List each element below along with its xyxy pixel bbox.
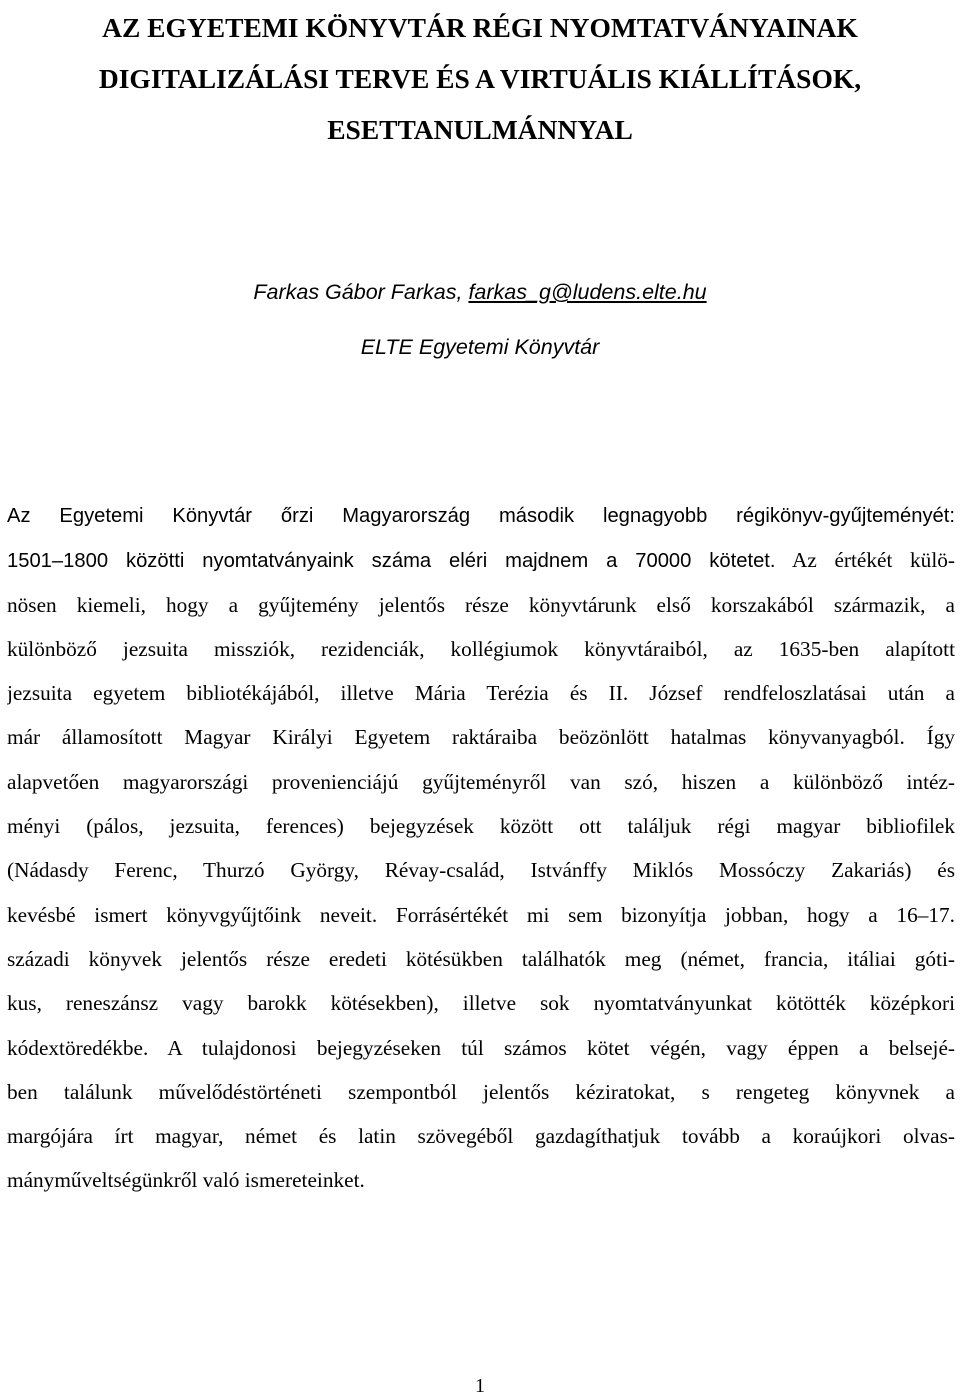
body-line-4: különböző jezsuita missziók, rezidenciák, kollégiumok könyvtáraiból, az 1635-ben alapított: [7, 636, 955, 661]
body-line-14: ben találunk művelődéstörténeti szempontból jelentős kéziratokat, s rengeteg könyvnek a: [7, 1079, 955, 1104]
body-line-11: századi könyvek jelentős része eredeti kötésükben találhatók meg (német, francia, itáliai góti-: [7, 946, 955, 971]
author-email-link[interactable]: farkas_g@ludens.elte.hu: [468, 280, 707, 304]
body-line-12: kus, reneszánsz vagy barokk kötésekben), illetve sok nyomtatványunkat kötötték középkori: [7, 991, 955, 1016]
author-name: Farkas Gábor Farkas,: [253, 280, 463, 304]
author-line: [0, 278, 960, 306]
body-line-13: kódextöredékbe. A tulajdonosi bejegyzéseken túl számos kötet végén, vagy éppen a belsejé-: [7, 1035, 955, 1060]
body-line-15: margójára írt magyar, német és latin szövegéből gazdagíthatjuk tovább a koraújkori olvas-: [7, 1124, 955, 1149]
page-number: 1: [475, 1375, 485, 1397]
body-line-9: (Nádasdy Ferenc, Thurzó György, Révay-család, Istvánffy Miklós Mossóczy Zakariás) és: [7, 858, 955, 883]
body-line-2: [7, 542, 955, 586]
body-line-2-serif: Az értékét külö-: [775, 548, 955, 573]
body-paragraph: [7, 498, 955, 1207]
document-title: [40, 2, 920, 155]
body-line-1: Az Egyetemi Könyvtár őrzi Magyarország második legnagyobb régikönyv-gyűjteményét:: [7, 505, 955, 527]
body-line-7: alapvetően magyarországi provenienciájú gyűjteményről van szó, hiszen a különböző intéz-: [7, 769, 955, 794]
body-line-8: ményi (pálos, jezsuita, ferences) bejegyzések között ott találjuk régi magyar bibliofilek: [7, 814, 955, 839]
body-line-16: mányműveltségünkről való ismereteinket.: [7, 1168, 365, 1193]
body-line-10: kevésbé ismert könyvgyűjtőink neveit. Forrásértékét mi sem bizonyítja jobban, hogy a 16–17.: [7, 902, 955, 927]
body-line-5: jezsuita egyetem bibliotékájából, illetve Mária Terézia és II. József rendfeloszlatásai után a: [7, 681, 955, 706]
body-line-6: már államosított Magyar Királyi Egyetem raktáraiba beözönlött hatalmas könyvanyagból. Így: [7, 725, 955, 750]
body-line-3: nösen kiemeli, hogy a gyűjtemény jelentős része könyvtárunk első korszakából származik, a: [7, 592, 955, 617]
title-line-1: AZ EGYETEMI KÖNYVTÁR RÉGI NYOMTATVÁNYAINAK: [102, 12, 858, 43]
body-line-2-sans: 1501–1800 közötti nyomtatványaink száma eléri majdnem a 70000 kötetet.: [7, 550, 776, 573]
title-line-3: ESETTANULMÁNNYAL: [327, 114, 633, 145]
title-line-2: DIGITALIZÁLÁSI TERVE ÉS A VIRTUÁLIS KIÁLLÍTÁSOK,: [98, 63, 862, 94]
affiliation: ELTE Egyetemi Könyvtár: [360, 335, 600, 359]
